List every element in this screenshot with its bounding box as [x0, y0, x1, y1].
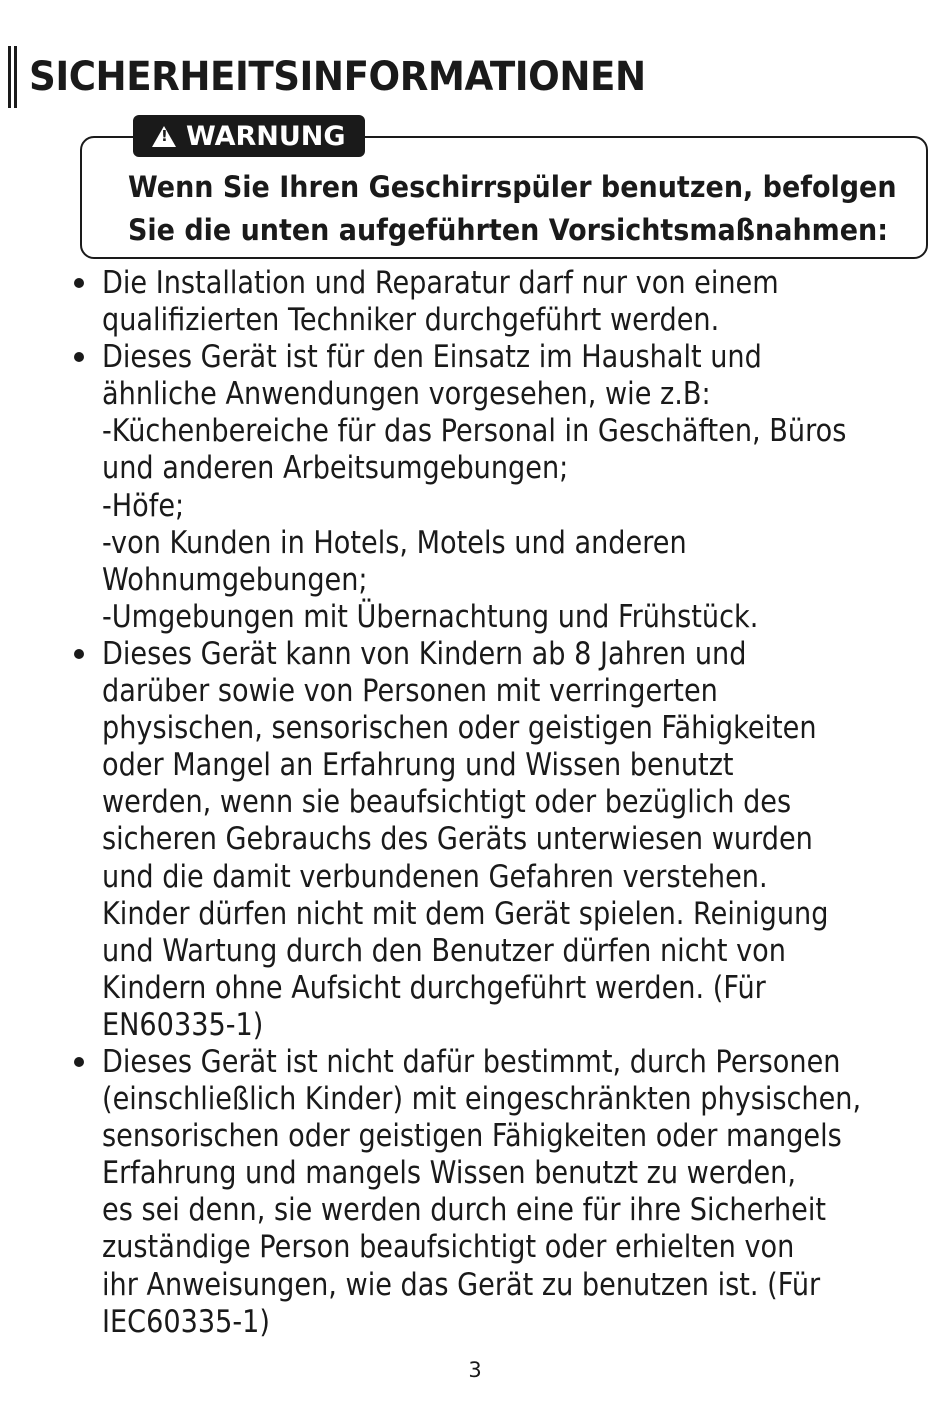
- bullet-icon: [74, 352, 84, 362]
- warning-box: [80, 120, 928, 259]
- list-item-line: sicheren Gebrauchs des Geräts unterwiesen wurden: [102, 821, 813, 858]
- page-header: [8, 46, 692, 108]
- warning-badge-label: WARNUNG: [186, 120, 346, 152]
- list-item-line: -Höfe;: [102, 487, 185, 524]
- list-item-line: Dieses Gerät kann von Kindern ab 8 Jahren und: [102, 635, 747, 672]
- bullet-icon: [74, 649, 84, 659]
- list-item-line: EN60335-1): [102, 1006, 264, 1043]
- list-item-line: (einschließlich Kinder) mit eingeschränkten physischen,: [102, 1081, 862, 1118]
- list-item-line: Kinder dürfen nicht mit dem Gerät spielen. Reinigung: [102, 895, 829, 932]
- bullet-icon: [74, 278, 84, 288]
- list-item-line: -von Kunden in Hotels, Motels und anderen: [102, 524, 687, 561]
- list-item-line: Erfahrung und mangels Wissen benutzt zu werden,: [102, 1155, 796, 1192]
- list-item-line: ihr Anweisungen, wie das Gerät zu benutzen ist. (Für: [102, 1266, 821, 1303]
- list-item: [74, 339, 944, 636]
- safety-list: [74, 265, 944, 1341]
- list-item-line: Dieses Gerät ist nicht dafür bestimmt, durch Personen: [102, 1043, 841, 1080]
- list-item-line: Die Installation und Reparatur darf nur von einem: [102, 265, 779, 301]
- header-bars-decoration: [8, 46, 17, 108]
- list-item: [74, 636, 944, 1044]
- list-item-line: werden, wenn sie beaufsichtigt oder bezüglich des: [102, 784, 792, 821]
- list-item-line: ähnliche Anwendungen vorgesehen, wie z.B:: [102, 376, 711, 413]
- warning-text-line: Sie die unten aufgeführten Vorsichtsmaßnahmen:: [128, 213, 889, 247]
- warning-triangle-icon: [152, 126, 176, 147]
- list-item-line: es sei denn, sie werden durch eine für ihre Sicherheit: [102, 1192, 827, 1229]
- list-item-line: oder Mangel an Erfahrung und Wissen benutzt: [102, 747, 734, 784]
- list-item-line: sensorischen oder geistigen Fähigkeiten oder mangels: [102, 1118, 842, 1155]
- list-item: [74, 265, 944, 339]
- list-item-line: qualifizierten Techniker durchgeführt werden.: [102, 302, 720, 339]
- warning-text-line: Wenn Sie Ihren Geschirrspüler benutzen, befolgen: [128, 170, 897, 204]
- list-item-line: IEC60335-1): [102, 1303, 270, 1340]
- page-number: 3: [468, 1358, 482, 1382]
- list-item: [74, 1044, 944, 1341]
- warning-text: [128, 166, 897, 252]
- bullet-icon: [74, 1057, 84, 1067]
- list-item-line: -Umgebungen mit Übernachtung und Frühstück.: [102, 598, 759, 635]
- page-title: SICHERHEITSINFORMATIONEN: [29, 54, 646, 100]
- list-item-line: Dieses Gerät ist für den Einsatz im Haushalt und: [102, 339, 762, 376]
- list-item-line: physischen, sensorischen oder geistigen Fähigkeiten: [102, 710, 817, 747]
- list-item-line: -Küchenbereiche für das Personal in Geschäften, Büros: [102, 413, 847, 450]
- list-item-line: Kindern ohne Aufsicht durchgeführt werden. (Für: [102, 969, 766, 1006]
- list-item-line: und anderen Arbeitsumgebungen;: [102, 450, 569, 487]
- list-item-line: darüber sowie von Personen mit verringerten: [102, 673, 718, 710]
- warning-badge: [133, 115, 365, 157]
- list-item-line: Wohnumgebungen;: [102, 561, 368, 598]
- list-item-line: zuständige Person beaufsichtigt oder erhielten von: [102, 1229, 795, 1266]
- list-item-line: und die damit verbundenen Gefahren verstehen.: [102, 858, 768, 895]
- list-item-line: und Wartung durch den Benutzer dürfen nicht von: [102, 932, 786, 969]
